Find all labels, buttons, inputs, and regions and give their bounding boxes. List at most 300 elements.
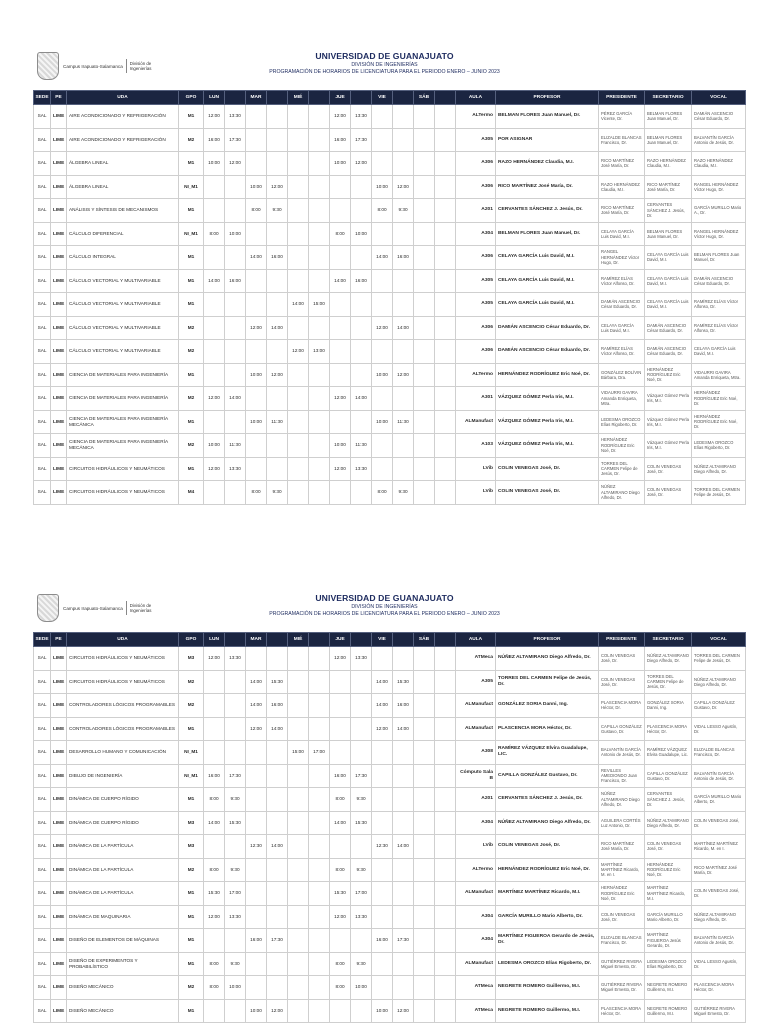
time-cell xyxy=(288,788,309,812)
secretary-cell: TORRES DEL CARMEN Felipe de Jesús, Dr. xyxy=(645,670,692,694)
time-cell xyxy=(288,269,309,293)
time-cell: 10:00 xyxy=(330,152,351,176)
president-cell: COLIN VENEGAS José, Dr. xyxy=(599,905,645,929)
time-cell: 10:00 xyxy=(225,976,246,1000)
time-cell: 12:00 xyxy=(204,387,225,411)
table-row xyxy=(34,105,746,129)
time-cell: 8:00 xyxy=(204,858,225,882)
group-cell: M2 xyxy=(179,976,204,1000)
vocal-cell: DAMIÁN ASCENCIO César Eduardo, Dr. xyxy=(692,269,746,293)
president-cell: MARTÍNEZ MARTÍNEZ Ricardo, M. en I. xyxy=(599,858,645,882)
time-cell xyxy=(267,340,288,364)
page-header xyxy=(33,50,736,90)
column-header: UDA xyxy=(67,633,179,647)
pe-cell: LIME xyxy=(51,976,67,1000)
time-cell xyxy=(351,246,372,270)
professor-cell: BELMAN FLORES Juan Manuel, Dr. xyxy=(496,222,599,246)
time-cell xyxy=(330,363,351,387)
time-cell: 14:00 xyxy=(246,670,267,694)
vocal-cell: LEDESMA OROZCO Elías Rigoberto, Dr. xyxy=(692,434,746,458)
time-cell xyxy=(435,670,456,694)
table-row xyxy=(34,175,746,199)
room-cell: A304 xyxy=(456,905,496,929)
uda-cell: ÁLGEBRA LINEAL xyxy=(67,152,179,176)
time-cell: 15:30 xyxy=(393,670,414,694)
time-cell: 17:30 xyxy=(267,929,288,953)
time-cell xyxy=(309,764,330,788)
table-row xyxy=(34,246,746,270)
room-cell: A305 xyxy=(456,128,496,152)
time-cell: 15:30 xyxy=(204,882,225,906)
vocal-cell: BELMAN FLORES Juan Manuel, Dr. xyxy=(692,246,746,270)
vocal-cell: COLIN VENEGAS José, Dr. xyxy=(692,882,746,906)
uda-cell: CIENCIA DE MATERIALES PARA INGENIERÍA xyxy=(67,363,179,387)
group-cell: NI_M1 xyxy=(179,222,204,246)
time-cell xyxy=(330,929,351,953)
vocal-cell: VIDAL LESSO Agustín, Dr. xyxy=(692,717,746,741)
time-cell xyxy=(288,316,309,340)
time-cell xyxy=(414,457,435,481)
room-cell: LVib xyxy=(456,835,496,859)
pe-cell: LIME xyxy=(51,457,67,481)
time-cell: 14:00 xyxy=(372,694,393,718)
room-cell: A306 xyxy=(456,246,496,270)
president-cell: NÚÑEZ ALTAMIRANO Diego Alfredo, Dr. xyxy=(599,788,645,812)
time-cell xyxy=(225,199,246,223)
professor-cell: MARTÍNEZ MARTÍNEZ Ricardo, M.I. xyxy=(496,882,599,906)
table-row xyxy=(34,434,746,458)
vocal-cell: HERNÁNDEZ RODRÍGUEZ Eric Noé, Dr. xyxy=(692,410,746,434)
secretary-cell: MARTÍNEZ MARTÍNEZ Ricardo, M.I. xyxy=(645,882,692,906)
time-cell: 12:00 xyxy=(204,457,225,481)
time-cell xyxy=(351,929,372,953)
time-cell: 16:00 xyxy=(204,764,225,788)
time-cell: 13:00 xyxy=(309,340,330,364)
time-cell xyxy=(393,434,414,458)
time-cell: 12:00 xyxy=(267,175,288,199)
time-cell xyxy=(414,246,435,270)
time-cell xyxy=(414,882,435,906)
room-cell: ATMeca xyxy=(456,999,496,1023)
professor-cell: DAMIÁN ASCENCIO César Eduardo, Dr. xyxy=(496,316,599,340)
time-cell: 17:00 xyxy=(309,741,330,765)
uda-cell: AIRE ACONDICIONADO Y REFRIGERACIÓN xyxy=(67,128,179,152)
time-cell: 12:00 xyxy=(204,105,225,129)
president-cell: DAMIÁN ASCENCIO César Eduardo, Dr. xyxy=(599,293,645,317)
president-cell: RICO MARTÍNEZ José María, Dr. xyxy=(599,835,645,859)
table-row xyxy=(34,764,746,788)
room-cell: ALManufact xyxy=(456,952,496,976)
secretary-cell: RICO MARTÍNEZ José María, Dr. xyxy=(645,175,692,199)
uda-cell: DINÁMICA DE CUERPO RÍGIDO xyxy=(67,788,179,812)
president-cell: HERNÁNDEZ RODRÍGUEZ Eric Noé, Dr. xyxy=(599,882,645,906)
time-cell xyxy=(309,410,330,434)
time-cell: 13:30 xyxy=(225,647,246,671)
time-cell xyxy=(204,363,225,387)
time-cell xyxy=(330,999,351,1023)
time-cell xyxy=(435,128,456,152)
vocal-cell: HERNÁNDEZ RODRÍGUEZ Eric Noé, Dr. xyxy=(692,387,746,411)
group-cell: M2 xyxy=(179,434,204,458)
time-cell xyxy=(246,128,267,152)
president-cell: GONZÁLEZ BOLÍVIN Bárbara, Dra. xyxy=(599,363,645,387)
time-cell xyxy=(288,434,309,458)
time-cell xyxy=(393,340,414,364)
uda-cell: AIRE ACONDICIONADO Y REFRIGERACIÓN xyxy=(67,105,179,129)
division-label: División de Ingenierías xyxy=(129,60,152,71)
table-row xyxy=(34,929,746,953)
time-cell: 13:30 xyxy=(225,905,246,929)
time-cell xyxy=(225,293,246,317)
secretary-cell: GARCÍA MURILLO Mario Alberto, Dr. xyxy=(645,905,692,929)
time-cell xyxy=(288,410,309,434)
time-cell: 12:00 xyxy=(330,387,351,411)
uda-cell: CONTROLADORES LÓGICOS PROGRAMABLES xyxy=(67,717,179,741)
uda-cell: CIRCUITOS HIDRÁULICOS Y NEUMÁTICOS xyxy=(67,670,179,694)
secretary-cell: CELAYA GARCÍA Luis David, M.I. xyxy=(645,269,692,293)
time-cell xyxy=(246,811,267,835)
professor-cell: VÁZQUEZ GÓMEZ Perla Iris, M.I. xyxy=(496,434,599,458)
group-cell: M1 xyxy=(179,882,204,906)
room-cell: LVib xyxy=(456,457,496,481)
time-cell: 14:00 xyxy=(267,835,288,859)
president-cell: HERNÁNDEZ RODRÍGUEZ Eric Noé, Dr. xyxy=(599,434,645,458)
time-cell: 12:00 xyxy=(246,717,267,741)
time-cell xyxy=(267,741,288,765)
time-cell xyxy=(372,764,393,788)
time-cell xyxy=(288,175,309,199)
time-cell xyxy=(225,340,246,364)
time-cell xyxy=(372,905,393,929)
time-cell xyxy=(288,670,309,694)
president-cell: NÚÑEZ ALTAMIRANO Diego Alfredo, Dr. xyxy=(599,481,645,505)
time-cell: 12:00 xyxy=(288,340,309,364)
time-cell: 15:30 xyxy=(351,811,372,835)
column-header: AULA xyxy=(456,91,496,105)
president-cell: VIDAURRI GAVIRA Amanda Enriqueta, Mtra. xyxy=(599,387,645,411)
time-cell xyxy=(309,387,330,411)
sede-cell: SAL xyxy=(34,858,51,882)
president-cell: RICO MARTÍNEZ José María, Dr. xyxy=(599,199,645,223)
pe-cell: LIME xyxy=(51,835,67,859)
president-cell: LEDESMA OROZCO Elías Rigoberto, Dr. xyxy=(599,410,645,434)
pe-cell: LIME xyxy=(51,481,67,505)
time-cell xyxy=(204,717,225,741)
time-cell xyxy=(330,316,351,340)
column-header xyxy=(267,91,288,105)
uda-cell: ÁLGEBRA LINEAL xyxy=(67,175,179,199)
secretary-cell: NEGRETE ROMERO Guillermo, M.I. xyxy=(645,999,692,1023)
time-cell: 10:00 xyxy=(372,175,393,199)
uda-cell: CIRCUITOS HIDRÁULICOS Y NEUMÁTICOS xyxy=(67,457,179,481)
time-cell xyxy=(288,811,309,835)
column-header: JUE xyxy=(330,91,351,105)
table-header-row xyxy=(34,633,746,647)
group-cell: M2 xyxy=(179,670,204,694)
time-cell xyxy=(225,175,246,199)
time-cell xyxy=(351,363,372,387)
time-cell xyxy=(204,999,225,1023)
time-cell xyxy=(246,387,267,411)
vocal-cell: COLIN VENEGAS José, Dr. xyxy=(692,811,746,835)
room-cell: ATMeca xyxy=(456,976,496,1000)
time-cell xyxy=(372,976,393,1000)
time-cell: 12:00 xyxy=(393,175,414,199)
time-cell: 10:00 xyxy=(330,434,351,458)
time-cell xyxy=(309,788,330,812)
president-cell: REVILLES AMEDIONDO Juan Francisco, Dr. xyxy=(599,764,645,788)
uda-cell: CÁLCULO INTEGRAL xyxy=(67,246,179,270)
time-cell xyxy=(246,293,267,317)
time-cell xyxy=(267,457,288,481)
uda-cell: CÁLCULO DIFERENCIAL xyxy=(67,222,179,246)
vocal-cell: TORRES DEL CARMEN Felipe de Jesús, Dr. xyxy=(692,481,746,505)
secretary-cell: COLIN VENEGAS José, Dr. xyxy=(645,481,692,505)
time-cell xyxy=(204,694,225,718)
schedule-page-2 xyxy=(33,592,742,1023)
uda-cell: CIENCIA DE MATERIALES PARA INGENIERÍA xyxy=(67,387,179,411)
time-cell xyxy=(267,434,288,458)
time-cell xyxy=(393,105,414,129)
time-cell xyxy=(309,694,330,718)
time-cell xyxy=(288,481,309,505)
time-cell xyxy=(309,175,330,199)
column-header: PROFESOR xyxy=(496,633,599,647)
time-cell xyxy=(288,952,309,976)
group-cell: M1 xyxy=(179,905,204,929)
time-cell: 14:00 xyxy=(267,717,288,741)
time-cell xyxy=(246,340,267,364)
time-cell xyxy=(414,269,435,293)
sede-cell: SAL xyxy=(34,717,51,741)
secretary-cell: NEGRETE ROMERO Guillermo, M.I. xyxy=(645,976,692,1000)
time-cell xyxy=(435,858,456,882)
time-cell: 14:00 xyxy=(246,246,267,270)
professor-cell: RAZO HERNÁNDEZ Claudia, M.I. xyxy=(496,152,599,176)
pe-cell: LIME xyxy=(51,788,67,812)
time-cell xyxy=(435,316,456,340)
president-cell: AGUILERA CORTÉS Luz Antonio, Dr. xyxy=(599,811,645,835)
room-cell: ALTermo xyxy=(456,858,496,882)
time-cell xyxy=(393,811,414,835)
professor-cell: GARCÍA MURILLO Mario Alberto, Dr. xyxy=(496,905,599,929)
vocal-cell: BALVANTÍN GARCÍA Antonio de Jesús, Dr. xyxy=(692,764,746,788)
time-cell xyxy=(309,363,330,387)
uda-cell: ANÁLISIS Y SÍNTESIS DE MECANISMOS xyxy=(67,199,179,223)
uda-cell: CIENCIA DE MATERIALES PARA INGENIERÍA MECÁNICA xyxy=(67,410,179,434)
group-cell: M1 xyxy=(179,199,204,223)
secretary-cell: HERNÁNDEZ RODRÍGUEZ Eric Noé, Dr. xyxy=(645,363,692,387)
time-cell xyxy=(414,788,435,812)
time-cell: 14:00 xyxy=(267,316,288,340)
vocal-cell: CELAYA GARCÍA Luis David, M.I. xyxy=(692,340,746,364)
time-cell: 8:00 xyxy=(204,788,225,812)
room-cell: ALTermo xyxy=(456,105,496,129)
president-cell: COLIN VENEGAS José, Dr. xyxy=(599,647,645,671)
time-cell xyxy=(435,387,456,411)
sede-cell: SAL xyxy=(34,952,51,976)
time-cell xyxy=(330,835,351,859)
sede-cell: SAL xyxy=(34,457,51,481)
president-cell: RANGEL HERNÁNDEZ Víctor Hugo, Dr. xyxy=(599,246,645,270)
room-cell: A306 xyxy=(456,316,496,340)
column-header: GPO xyxy=(179,91,204,105)
time-cell xyxy=(309,457,330,481)
column-header xyxy=(435,91,456,105)
vocal-cell: PLASCENCIA MORA Héctor, Dr. xyxy=(692,976,746,1000)
time-cell xyxy=(309,999,330,1023)
time-cell: 10:00 xyxy=(351,222,372,246)
uda-cell: DISEÑO DE EXPERIMENTOS Y PROBABILÍSTICO xyxy=(67,952,179,976)
professor-cell: MARTÍNEZ FIGUEROA Gerardo de Jesús, Dr. xyxy=(496,929,599,953)
professor-cell: CELAYA GARCÍA Luis David, M.I. xyxy=(496,269,599,293)
vocal-cell: RICO MARTÍNEZ José María, Dr. xyxy=(692,858,746,882)
time-cell xyxy=(288,387,309,411)
table-row xyxy=(34,363,746,387)
table-row xyxy=(34,269,746,293)
table-row xyxy=(34,905,746,929)
time-cell xyxy=(267,152,288,176)
time-cell: 16:00 xyxy=(330,764,351,788)
time-cell xyxy=(246,858,267,882)
time-cell xyxy=(435,929,456,953)
time-cell xyxy=(309,481,330,505)
vocal-cell: DAMIÁN ASCENCIO César Eduardo, Dr. xyxy=(692,105,746,129)
time-cell xyxy=(372,882,393,906)
division-label: División de Ingenierías xyxy=(129,602,152,613)
room-cell: A306 xyxy=(456,152,496,176)
secretary-cell: BELMAN FLORES Juan Manuel, Dr. xyxy=(645,105,692,129)
time-cell xyxy=(225,929,246,953)
pe-cell: LIME xyxy=(51,199,67,223)
time-cell xyxy=(435,293,456,317)
university-title: UNIVERSIDAD DE GUANAJUATO xyxy=(315,593,454,603)
president-cell: RAMÍREZ ELÍAS Víctor Alfonso, Dr. xyxy=(599,340,645,364)
column-header: MIÉ xyxy=(288,91,309,105)
time-cell: 15:30 xyxy=(225,811,246,835)
table-row xyxy=(34,410,746,434)
professor-cell: TORRES DEL CARMEN Felipe de Jesús, Dr. xyxy=(496,670,599,694)
time-cell: 12:00 xyxy=(330,647,351,671)
time-cell xyxy=(372,811,393,835)
group-cell: M2 xyxy=(179,858,204,882)
time-cell xyxy=(267,858,288,882)
time-cell xyxy=(330,246,351,270)
pe-cell: LIME xyxy=(51,952,67,976)
time-cell: 14:00 xyxy=(372,670,393,694)
secretary-cell: HERNÁNDEZ RODRÍGUEZ Eric Noé, Dr. xyxy=(645,858,692,882)
column-header: SÁB xyxy=(414,91,435,105)
uda-cell: DINÁMICA DE CUERPO RÍGIDO xyxy=(67,811,179,835)
time-cell xyxy=(351,694,372,718)
time-cell xyxy=(372,105,393,129)
sede-cell: SAL xyxy=(34,905,51,929)
time-cell xyxy=(435,764,456,788)
president-cell: COLIN VENEGAS José, Dr. xyxy=(599,670,645,694)
time-cell xyxy=(309,152,330,176)
time-cell xyxy=(225,717,246,741)
time-cell: 8:00 xyxy=(330,788,351,812)
vocal-cell: VIDAL LESSO Agustín, Dr. xyxy=(692,952,746,976)
group-cell: M1 xyxy=(179,717,204,741)
time-cell: 13:30 xyxy=(351,905,372,929)
table-row xyxy=(34,199,746,223)
time-cell xyxy=(372,788,393,812)
pe-cell: LIME xyxy=(51,647,67,671)
time-cell xyxy=(414,717,435,741)
sede-cell: SAL xyxy=(34,363,51,387)
secretary-cell: LEDESMA OROZCO Elías Rigoberto, Dr. xyxy=(645,952,692,976)
time-cell xyxy=(435,999,456,1023)
time-cell xyxy=(414,199,435,223)
time-cell xyxy=(246,152,267,176)
pe-cell: LIME xyxy=(51,929,67,953)
pe-cell: LIME xyxy=(51,175,67,199)
time-cell xyxy=(225,410,246,434)
uda-cell: DISEÑO DE ELEMENTOS DE MÁQUINAS xyxy=(67,929,179,953)
time-cell: 12:00 xyxy=(351,152,372,176)
time-cell: 12:00 xyxy=(330,457,351,481)
time-cell: 17:30 xyxy=(351,764,372,788)
secretary-cell: RAZO HERNÁNDEZ Claudia, M.I. xyxy=(645,152,692,176)
time-cell xyxy=(393,976,414,1000)
secretary-cell: Vázquez Gómez Perla Iris, M.I. xyxy=(645,434,692,458)
column-header xyxy=(393,91,414,105)
group-cell: M1 xyxy=(179,999,204,1023)
time-cell xyxy=(435,246,456,270)
president-cell: CAPILLA GONZÁLEZ Gustavo, Dr. xyxy=(599,717,645,741)
sede-cell: SAL xyxy=(34,199,51,223)
time-cell xyxy=(246,976,267,1000)
pe-cell: LIME xyxy=(51,246,67,270)
room-cell: ALManufact xyxy=(456,694,496,718)
column-header: SECRETARIO xyxy=(645,91,692,105)
time-cell xyxy=(288,858,309,882)
time-cell xyxy=(330,410,351,434)
time-cell xyxy=(372,858,393,882)
time-cell xyxy=(246,269,267,293)
professor-cell: CELAYA GARCÍA Luis David, M.I. xyxy=(496,246,599,270)
time-cell xyxy=(351,741,372,765)
time-cell xyxy=(267,764,288,788)
president-cell: ELIZALDE BLANCAS Francisco, Dr. xyxy=(599,128,645,152)
time-cell xyxy=(288,905,309,929)
time-cell: 11:30 xyxy=(351,434,372,458)
group-cell: NI_M1 xyxy=(179,764,204,788)
time-cell: 14:00 xyxy=(204,811,225,835)
professor-cell: RICO MARTÍNEZ José María, Dr. xyxy=(496,175,599,199)
time-cell xyxy=(435,340,456,364)
professor-cell: RAMÍREZ VÁZQUEZ Elvira Guadalupe, LIC. xyxy=(496,741,599,765)
table-row xyxy=(34,717,746,741)
time-cell: 17:00 xyxy=(351,882,372,906)
time-cell xyxy=(204,410,225,434)
time-cell xyxy=(372,457,393,481)
uda-cell: CIRCUITOS HIDRÁULICOS Y NEUMÁTICOS xyxy=(67,481,179,505)
time-cell xyxy=(309,222,330,246)
sede-cell: SAL xyxy=(34,222,51,246)
time-cell xyxy=(330,175,351,199)
time-cell xyxy=(267,882,288,906)
sede-cell: SAL xyxy=(34,764,51,788)
column-header xyxy=(351,91,372,105)
time-cell xyxy=(393,293,414,317)
column-header: MIÉ xyxy=(288,633,309,647)
time-cell xyxy=(414,835,435,859)
group-cell: M2 xyxy=(179,694,204,718)
professor-cell: PLASCENCIA MORA Héctor, Dr. xyxy=(496,717,599,741)
time-cell xyxy=(267,788,288,812)
